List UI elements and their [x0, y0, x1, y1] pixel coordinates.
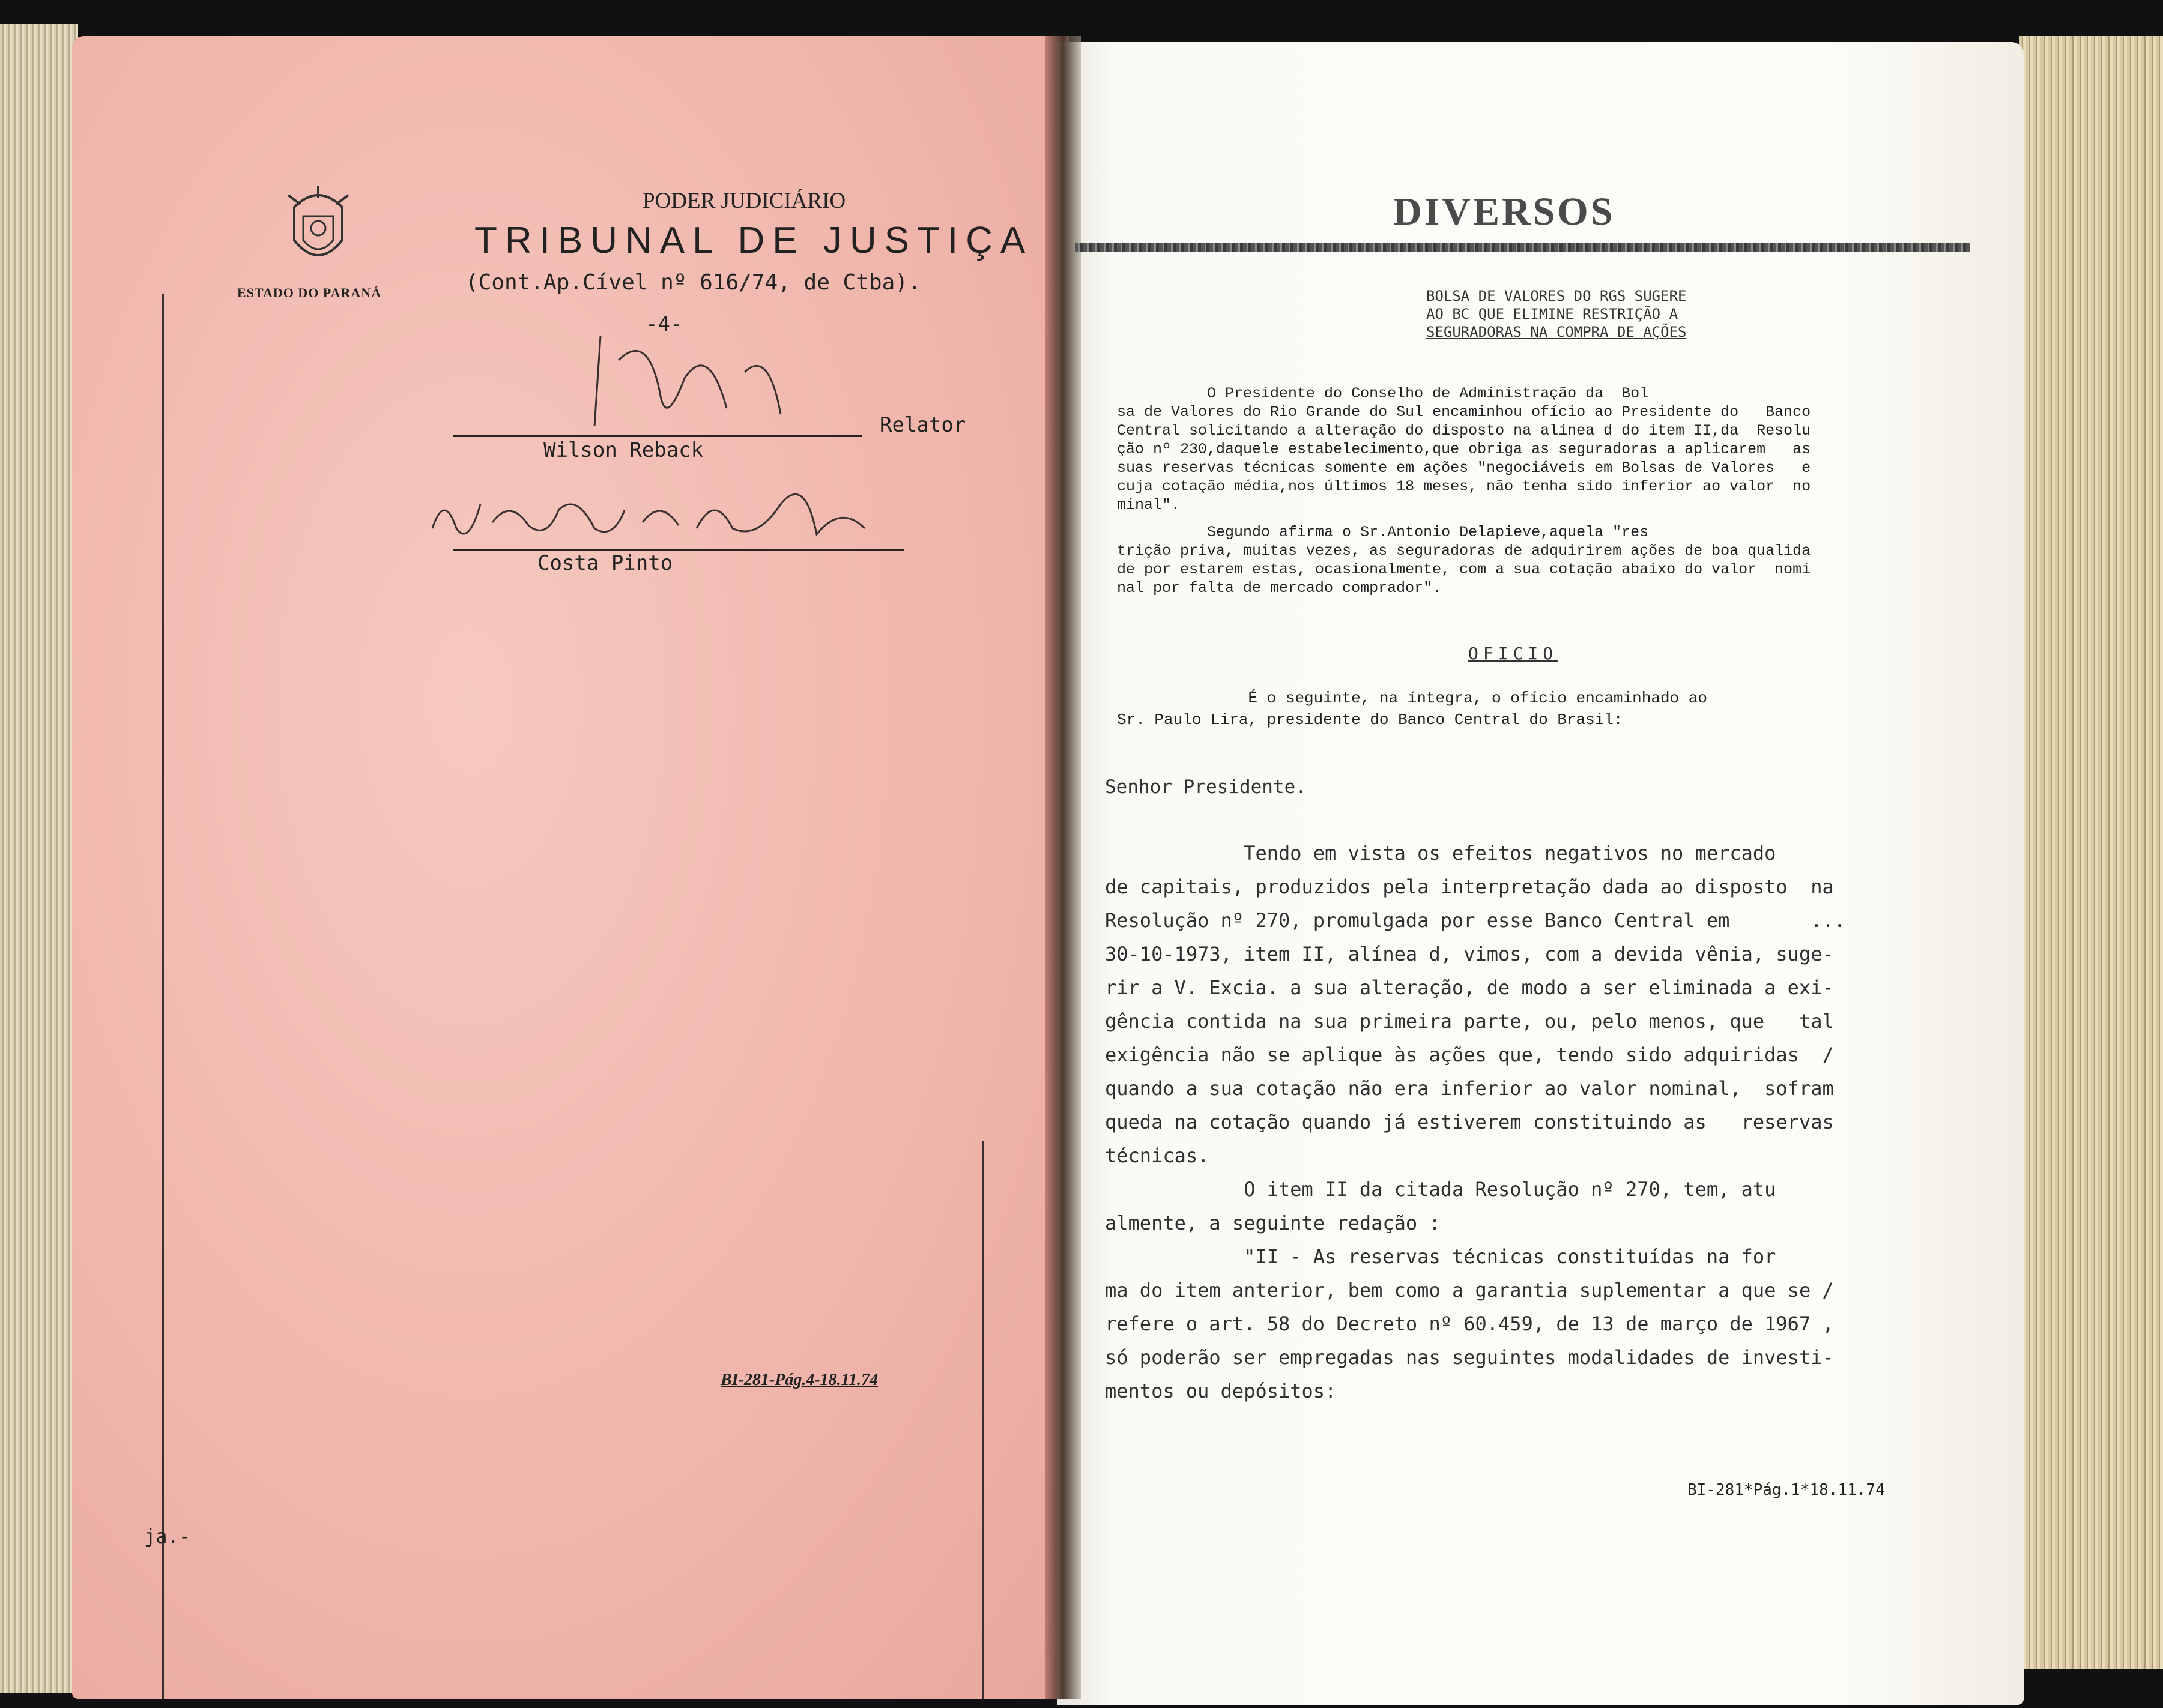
right-margin-line [982, 1141, 984, 1699]
text-line: O Presidente do Conselho de Administração da Bol [1117, 385, 1649, 402]
text-line: ção nº 230,daquele estabelecimento,que obriga as seguradoras a aplicarem as [1117, 441, 1811, 458]
text-line: queda na cotação quando já estiverem constituindo as reservas [1105, 1111, 1834, 1133]
oficio-intro [1117, 687, 1707, 731]
text-line: cuja cotação média,nos últimos 18 meses, não tenha sido inferior ao valor no [1117, 478, 1811, 495]
text-line: suas reservas técnicas somente em ações "negociáveis em Bolsas de Valores e [1117, 459, 1811, 477]
headline-line: BOLSA DE VALORES DO RGS SUGERE [1426, 288, 1687, 304]
relator-label: Relator [880, 413, 966, 437]
page-edges-left [0, 24, 78, 1693]
signer-name-2: Costa Pinto [537, 551, 673, 575]
signature-line-1 [453, 435, 862, 437]
text-line: de capitais, produzidos pela interpretação dada ao disposto na [1105, 875, 1834, 898]
text-line: de por estarem estas, ocasionalmente, com a sua cotação abaixo do valor nomi [1117, 561, 1811, 578]
page-edges-right [2019, 36, 2163, 1669]
headline-line: AO BC QUE ELIMINE RESTRIÇÃO A [1426, 306, 1678, 322]
section-rule [1075, 243, 1970, 252]
text-line: É o seguinte, na íntegra, o ofício encaminhado ao [1117, 689, 1707, 707]
footer-reference-left: BI-281-Pág.4-18.11.74 [721, 1371, 879, 1389]
text-line: Central solicitando a alteração do disposto na alínea d do item II,da Resolu [1117, 422, 1811, 439]
text-line: só poderão ser empregadas nas seguintes modalidades de investi- [1105, 1346, 1834, 1369]
text-line: minal". [1117, 496, 1181, 514]
article-headline [1426, 287, 1738, 341]
text-line: mentos ou depósitos: [1105, 1380, 1337, 1402]
book-gutter [1045, 36, 1081, 1699]
headline-line: SEGURADORAS NA COMPRA DE AÇÕES [1426, 324, 1687, 340]
signer-name-1: Wilson Reback [543, 438, 704, 462]
typist-initials: ja.- [144, 1525, 191, 1548]
signature-line-2 [453, 549, 904, 551]
text-line: gência contida na sua primeira parte, ou, pelo menos, que tal [1105, 1010, 1834, 1033]
page-number: -4- [646, 312, 683, 336]
signature-costa-pinto [420, 468, 901, 552]
judiciary-label: PODER JUDICIÁRIO [643, 189, 846, 213]
text-line: trição priva, muitas vezes, as seguradoras de adquirirem ações de boa qualida [1117, 542, 1811, 560]
text-line: sa de Valores do Rio Grande do Sul encaminhou ofício ao Presidente do Banco [1117, 403, 1811, 421]
salutation: Senhor Presidente. [1105, 776, 1307, 798]
text-line: Resolução nº 270, promulgada por esse Banco Central em ... [1105, 909, 1845, 932]
text-line: Tendo em vista os efeitos negativos no mercado [1105, 842, 1776, 865]
text-line: O item II da citada Resolução nº 270, tem, atu [1105, 1178, 1776, 1201]
text-line: almente, a seguinte redação : [1105, 1212, 1441, 1234]
left-margin-line [162, 294, 164, 1699]
oficio-heading: OFICIO [1468, 644, 1558, 663]
text-line: quando a sua cotação não era inferior ao valor nominal, sofram [1105, 1077, 1834, 1100]
text-line: ma do item anterior, bem como a garantia suplementar a que se / [1105, 1279, 1834, 1302]
text-line: "II - As reservas técnicas constituídas na for [1105, 1245, 1776, 1268]
letter-body [1105, 836, 1845, 1408]
parana-coat-of-arms-icon [282, 183, 354, 273]
signature-relator [528, 324, 829, 444]
text-line: rir a V. Excia. a sua alteração, de modo a ser eliminada a exi- [1105, 976, 1834, 999]
text-line: Segundo afirma o Sr.Antonio Delapieve,aquela "res [1117, 524, 1649, 541]
case-reference: (Cont.Ap.Cível nº 616/74, de Ctba). [465, 270, 921, 295]
text-line: nal por falta de mercado comprador". [1117, 579, 1442, 597]
section-title: DIVERSOS [1393, 190, 1615, 234]
state-label: ESTADO DO PARANÁ [237, 285, 382, 300]
footer-reference-right: BI-281*Pág.1*18.11.74 [1687, 1481, 1885, 1499]
text-line: exigência não se aplique às ações que, tendo sido adquiridas / [1105, 1043, 1834, 1066]
tribunal-title: TRIBUNAL DE JUSTIÇA [474, 220, 1033, 261]
text-line: Sr. Paulo Lira, presidente do Banco Central do Brasil: [1117, 711, 1623, 729]
text-line: refere o art. 58 do Decreto nº 60.459, de 13 de março de 1967 , [1105, 1312, 1834, 1335]
text-line: técnicas. [1105, 1144, 1209, 1167]
text-line: 30-10-1973, item II, alínea d, vimos, com a devida vênia, suge- [1105, 943, 1834, 965]
article-intro [1117, 384, 1922, 597]
